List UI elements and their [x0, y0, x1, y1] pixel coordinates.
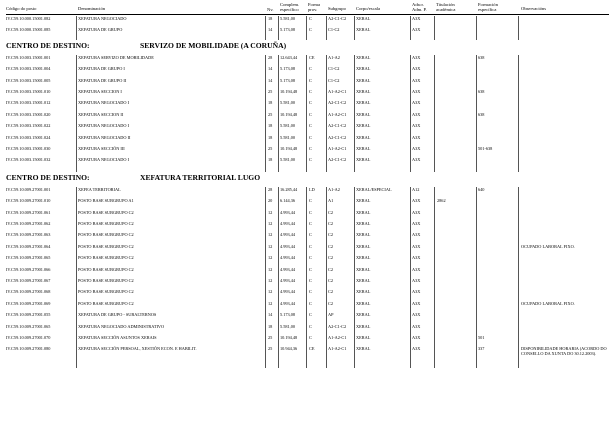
- cell-code: IV.C59.10.009.27001.068: [6, 289, 51, 295]
- cell-level: 28: [268, 186, 273, 192]
- cell-comp: 4.993,44: [280, 209, 296, 215]
- cell-comp: 4.993,44: [280, 255, 296, 261]
- cell-name: XEFATURA NEGOCIADO I: [78, 157, 130, 163]
- cell-comp: 10.194,48: [280, 335, 298, 340]
- cell-name: POSTO BASE SUBGRUPO C2: [78, 232, 134, 238]
- header-tit-1: Titulación: [436, 2, 455, 7]
- cell-adsc: A3X: [412, 77, 421, 83]
- cell-code: IV.C59.10.009.27001.069: [6, 300, 51, 306]
- cell-corps: XERAL: [356, 346, 371, 352]
- cell-name: XEFATURA SECCIÓN III: [78, 146, 125, 151]
- cell-level: 14: [268, 27, 273, 33]
- cell-form: C: [309, 243, 312, 249]
- cell-adsc: A3X: [412, 89, 421, 94]
- cell-group: A1-A2-C1: [328, 335, 347, 340]
- header-obs: Observacións: [521, 6, 547, 11]
- cell-form: C: [309, 123, 312, 129]
- cell-code: IV.C59.10.003.15001.024: [6, 134, 51, 140]
- cell-tit: 2862: [437, 198, 446, 204]
- header-group: Subgrupo: [328, 6, 346, 11]
- table-row: [0, 89, 615, 98]
- cell-corps: XERAL/ESPECIAL: [356, 186, 392, 192]
- cell-group: A1-A2-C1: [328, 89, 347, 94]
- cell-form: C: [309, 232, 312, 238]
- cell-level: 14: [268, 312, 273, 318]
- cell-code: IV.C59.10.009.27001.070: [6, 335, 51, 340]
- cell-group: A1-A2: [328, 54, 340, 60]
- cell-corps: XERAL: [356, 209, 371, 215]
- table-row: [0, 78, 615, 87]
- cell-name: XEFATURA DE GRUPO - SUBALTERNOS: [78, 312, 157, 318]
- cell-name: XEFATURA SECCION II: [78, 111, 124, 117]
- cell-code: IV.C59.10.003.15001.012: [6, 100, 51, 106]
- cell-name: POSTO BASE SUBGRUPO C2: [78, 278, 134, 283]
- cell-group: C2: [328, 232, 334, 238]
- cell-corps: XERAL: [356, 312, 371, 318]
- cell-corps: XERAL: [356, 289, 371, 295]
- header-fe-2: específica: [478, 7, 497, 12]
- cell-level: 25: [268, 89, 273, 94]
- cell-adsc: A3X: [412, 111, 421, 117]
- cell-code: IV.C59.10.003.15001.001: [6, 54, 51, 60]
- cell-comp: 5.581,00: [280, 323, 296, 329]
- cell-adsc: A3X: [412, 54, 421, 60]
- cell-level: 12: [268, 209, 273, 215]
- cell-code: IV.C59.10.003.15001.030: [6, 146, 51, 151]
- cell-group: A1-A2-C1: [328, 346, 347, 352]
- cell-obs: DISPONIBILIDADE HORARIA (ACORDO DO CONSELLO DA XUNTA DO 30.12.2003).: [521, 346, 607, 356]
- table-row: [0, 244, 615, 253]
- cell-name: POSTO BASE SUBGRUPO C2: [78, 255, 134, 261]
- cell-code: IV.C59.10.000.15001.082: [6, 16, 51, 21]
- cell-code: IV.C59.10.009.27001.065: [6, 323, 51, 329]
- table-row: [0, 221, 615, 230]
- cell-comp: 5.581,00: [280, 134, 296, 140]
- section-name: XEFATURA TERRITORIAL LUGO: [140, 172, 261, 182]
- cell-adsc: A3X: [412, 232, 421, 238]
- cell-comp: 4.993,44: [280, 289, 296, 295]
- cell-name: XEFATURA DE GRUPO II: [78, 77, 127, 83]
- cell-form: C: [309, 146, 312, 151]
- cell-name: POSTO BASE SUBGRUPO C2: [78, 243, 134, 249]
- table-row: [0, 278, 615, 287]
- cell-adsc: A3X: [412, 134, 421, 140]
- cell-corps: XERAL: [356, 111, 371, 117]
- cell-level: 12: [268, 232, 273, 238]
- cell-code: IV.C59.10.003.15001.010: [6, 89, 51, 94]
- header-adsc-1: Adscr.: [412, 2, 424, 7]
- cell-level: 18: [268, 157, 273, 163]
- cell-level: 12: [268, 221, 273, 226]
- header-tit-2: académica: [436, 7, 456, 12]
- cell-form: C: [309, 134, 312, 140]
- cell-adsc: A3X: [412, 123, 421, 129]
- cell-corps: XERAL: [356, 278, 371, 283]
- cell-form: C: [309, 312, 312, 318]
- cell-adsc: A3X: [412, 255, 421, 261]
- cell-name: POSTO BASE SUBGRUPO C2: [78, 289, 134, 295]
- table-row: [0, 301, 615, 310]
- cell-code: IV.C59.10.009.27001.080: [6, 346, 51, 352]
- cell-form: C: [309, 77, 312, 83]
- cell-form: C: [309, 255, 312, 261]
- cell-code: IV.C59.10.009.27001.062: [6, 221, 51, 226]
- cell-level: 25: [268, 335, 273, 340]
- cell-fe: 638: [478, 111, 485, 117]
- cell-comp: 10.194,48: [280, 111, 298, 117]
- header-form-1: Forma: [308, 2, 320, 7]
- cell-code: IV.C59.10.003.15001.020: [6, 111, 51, 117]
- cell-form: C: [309, 335, 312, 340]
- cell-corps: XERAL: [356, 27, 371, 33]
- cell-group: A1-A2: [328, 186, 340, 192]
- cell-name: XEFATURA SECCION I: [78, 89, 122, 94]
- cell-group: A1: [328, 198, 334, 204]
- cell-level: 14: [268, 66, 273, 72]
- cell-form: C: [309, 27, 312, 33]
- cell-comp: 4.993,44: [280, 300, 296, 306]
- cell-form: C: [309, 323, 312, 329]
- header-level: Nv.: [267, 7, 274, 12]
- cell-corps: XERAL: [356, 16, 371, 21]
- cell-name: POSTO BASE SUBGRUPO C2: [78, 300, 134, 306]
- table-row: [0, 255, 615, 264]
- table-row: [0, 335, 615, 344]
- cell-group: C2: [328, 255, 334, 261]
- cell-form: C: [309, 89, 312, 94]
- cell-obs: OCUPADO LABORAL FIXO.: [521, 243, 575, 249]
- cell-comp: 6.144,36: [280, 198, 296, 204]
- cell-comp: 16.285,44: [280, 186, 298, 192]
- cell-group: A2-C1-C2: [328, 134, 347, 140]
- cell-adsc: A3X: [412, 16, 421, 21]
- cell-corps: XERAL: [356, 300, 371, 306]
- cell-comp: 4.993,44: [280, 232, 296, 238]
- cell-comp: 5.173,08: [280, 77, 296, 83]
- cell-level: 18: [268, 134, 273, 140]
- cell-form: C: [309, 266, 312, 272]
- table-row: [0, 267, 615, 276]
- cell-corps: XERAL: [356, 146, 371, 151]
- cell-adsc: A3X: [412, 335, 421, 340]
- cell-level: 12: [268, 243, 273, 249]
- table-row: [0, 100, 615, 109]
- cell-adsc: A3X: [412, 27, 421, 33]
- cell-fe: 337: [478, 346, 485, 352]
- cell-code: IV.C59.10.003.15001.005: [6, 77, 51, 83]
- header-comp-2: específico: [280, 7, 299, 12]
- cell-level: 14: [268, 77, 273, 83]
- cell-adsc: A3X: [412, 300, 421, 306]
- cell-corps: XERAL: [356, 77, 371, 83]
- cell-corps: XERAL: [356, 89, 371, 94]
- cell-code: IV.C59.10.003.15001.022: [6, 123, 51, 129]
- cell-group: A1-A2-C1: [328, 111, 347, 117]
- cell-group: A2-C1-C2: [328, 157, 347, 163]
- cell-level: 18: [268, 323, 273, 329]
- cell-code: IV.C59.10.009.27001.001: [6, 186, 51, 192]
- section-label: CENTRO DE DESTINO:: [6, 40, 90, 50]
- cell-fe: 638: [478, 54, 485, 60]
- cell-fe: 501-638: [478, 146, 493, 151]
- cell-form: C: [309, 278, 312, 283]
- cell-comp: 5.173,08: [280, 312, 296, 318]
- cell-level: 12: [268, 278, 273, 283]
- cell-form: C: [309, 66, 312, 72]
- cell-adsc: A3X: [412, 66, 421, 72]
- cell-comp: 5.581,00: [280, 16, 296, 21]
- section-label: CENTRO DE DESTINO:: [6, 172, 90, 182]
- table-row: [0, 232, 615, 241]
- cell-comp: 5.173,08: [280, 27, 296, 33]
- cell-code: IV.C59.10.009.27001.067: [6, 278, 51, 283]
- table-row: [0, 112, 615, 121]
- cell-comp: 12.643,44: [280, 54, 298, 60]
- cell-comp: 5.581,00: [280, 157, 296, 163]
- cell-code: IV.C59.10.009.27001.066: [6, 266, 51, 272]
- header-form-2: prov.: [308, 7, 318, 12]
- cell-level: 25: [268, 346, 273, 352]
- cell-name: XEFATURA NEGOCIADO I: [78, 100, 130, 106]
- cell-code: IV.C59.10.003.15001.032: [6, 157, 51, 163]
- cell-code: IV.C59.10.009.27001.065: [6, 255, 51, 261]
- cell-fe: 501: [478, 335, 485, 340]
- cell-group: C2: [328, 221, 334, 226]
- table-row: [0, 27, 615, 36]
- table-row: [0, 55, 615, 64]
- cell-adsc: A3X: [412, 157, 421, 163]
- cell-comp: 4.993,44: [280, 266, 296, 272]
- header-comp-1: Complem.: [280, 2, 300, 7]
- cell-group: C2: [328, 266, 334, 272]
- cell-name: XEFATURA NEGOCIADO: [78, 16, 127, 21]
- cell-obs: OCUPADO LABORAL FIXO.: [521, 300, 575, 306]
- cell-adsc: A3X: [412, 146, 421, 151]
- header-fe-1: Formación: [478, 2, 498, 7]
- cell-comp: 4.993,44: [280, 221, 296, 226]
- cell-adsc: A3X: [412, 278, 421, 283]
- cell-code: IV.C59.10.009.27001.010: [6, 198, 51, 204]
- cell-fe: 638: [478, 89, 485, 94]
- header-adsc-2: Adm. P.: [412, 7, 427, 12]
- cell-code: IV.C59.10.009.27001.064: [6, 243, 51, 249]
- cell-fe: 640: [478, 186, 485, 192]
- cell-level: 12: [268, 255, 273, 261]
- cell-name: XEFEA TERRITORIAL: [78, 186, 121, 192]
- cell-corps: XERAL: [356, 266, 371, 272]
- cell-name: XEFATURA NEGOCIADO I: [78, 123, 130, 129]
- cell-level: 28: [268, 54, 273, 60]
- cell-form: CE: [309, 346, 315, 352]
- table-row: [0, 157, 615, 166]
- cell-group: C2: [328, 243, 334, 249]
- cell-form: C: [309, 157, 312, 163]
- cell-corps: XERAL: [356, 123, 371, 129]
- header-corps: Corpo/escala: [356, 6, 380, 11]
- cell-adsc: A3X: [412, 346, 421, 352]
- cell-form: C: [309, 289, 312, 295]
- cell-adsc: A12: [412, 186, 420, 192]
- cell-adsc: A3X: [412, 221, 421, 226]
- cell-comp: 4.993,44: [280, 278, 296, 283]
- cell-name: XEFATURA NEGOCIADO ADMINISTRATIVO: [78, 323, 165, 329]
- table-row: [0, 16, 615, 25]
- cell-name: POSTO BASE SUBGRUPO A1: [78, 198, 134, 204]
- table-row: [0, 123, 615, 132]
- cell-comp: 5.581,00: [280, 100, 296, 106]
- cell-code: IV.C59.10.000.15001.085: [6, 27, 51, 33]
- cell-corps: XERAL: [356, 66, 371, 72]
- table-row: [0, 198, 615, 207]
- cell-group: C1-C2: [328, 27, 340, 33]
- cell-comp: 5.173,08: [280, 66, 296, 72]
- cell-level: 12: [268, 289, 273, 295]
- cell-group: C2: [328, 300, 334, 306]
- cell-name: XEFATURA SECCIÓN PERSOAL, XESTIÓN ECON. E HABILIT.: [78, 346, 197, 352]
- cell-corps: XERAL: [356, 157, 371, 163]
- cell-adsc: A3X: [412, 100, 421, 106]
- table-row: [0, 146, 615, 155]
- cell-level: 18: [268, 123, 273, 129]
- table-row: [0, 346, 615, 355]
- cell-corps: XERAL: [356, 243, 371, 249]
- cell-group: C2: [328, 209, 334, 215]
- cell-corps: XERAL: [356, 134, 371, 140]
- cell-level: 25: [268, 111, 273, 117]
- cell-name: XEFATURA SERVIZO DE MOBILIDADE: [78, 54, 154, 60]
- table-row: [0, 324, 615, 333]
- cell-corps: XERAL: [356, 221, 371, 226]
- cell-comp: 4.993,44: [280, 243, 296, 249]
- cell-corps: XERAL: [356, 54, 371, 60]
- cell-level: 20: [268, 198, 273, 204]
- cell-name: XEFATURA DE GRUPO I: [78, 66, 125, 72]
- cell-adsc: A3X: [412, 266, 421, 272]
- cell-name: POSTO BASE SUBGRUPO C2: [78, 209, 134, 215]
- table-row: [0, 135, 615, 144]
- cell-level: 18: [268, 16, 273, 21]
- cell-adsc: A3X: [412, 312, 421, 318]
- cell-level: 18: [268, 100, 273, 106]
- cell-group: C2: [328, 278, 334, 283]
- table-row: [0, 289, 615, 298]
- cell-form: C: [309, 111, 312, 117]
- cell-group: A2-C1-C2: [328, 123, 347, 129]
- cell-name: XEFATURA SECCIÓN ASUNTOS XERAIS: [78, 335, 157, 340]
- cell-form: CE: [309, 54, 315, 60]
- cell-form: LD: [309, 186, 315, 192]
- cell-code: IV.C59.10.009.27001.061: [6, 209, 51, 215]
- header-code: Código do posto: [6, 6, 37, 11]
- cell-comp: 10.944,36: [280, 346, 298, 352]
- table-row: [0, 312, 615, 321]
- cell-corps: XERAL: [356, 232, 371, 238]
- cell-adsc: A3X: [412, 209, 421, 215]
- cell-comp: 10.194,48: [280, 146, 298, 151]
- cell-adsc: A3X: [412, 198, 421, 204]
- cell-form: C: [309, 16, 312, 21]
- cell-level: 25: [268, 146, 273, 151]
- cell-name: POSTO BASE SUBGRUPO C2: [78, 266, 134, 272]
- cell-form: C: [309, 300, 312, 306]
- cell-corps: XERAL: [356, 100, 371, 106]
- cell-form: C: [309, 100, 312, 106]
- header-name: Denominación: [78, 6, 106, 11]
- cell-group: C2: [328, 289, 334, 295]
- cell-name: POSTO BASE SUBGRUPO C2: [78, 221, 134, 226]
- cell-group: A2-C1-C2: [328, 100, 347, 106]
- cell-level: 12: [268, 300, 273, 306]
- table-row: [0, 66, 615, 75]
- cell-group: C1-C2: [328, 77, 340, 83]
- cell-group: A1-A2-C1: [328, 146, 347, 151]
- cell-adsc: A3X: [412, 243, 421, 249]
- cell-group: A2-C1-C2: [328, 323, 347, 329]
- cell-code: IV.C59.10.009.27001.055: [6, 312, 51, 318]
- cell-adsc: A3X: [412, 323, 421, 329]
- cell-adsc: A3X: [412, 289, 421, 295]
- cell-form: C: [309, 198, 312, 204]
- cell-code: IV.C59.10.009.27001.063: [6, 232, 51, 238]
- cell-corps: XERAL: [356, 198, 371, 204]
- cell-group: AP: [328, 312, 334, 318]
- cell-name: XEFATURA DE GRUPO: [78, 27, 123, 33]
- cell-corps: XERAL: [356, 323, 371, 329]
- header-rule: [6, 14, 609, 15]
- cell-form: C: [309, 221, 312, 226]
- cell-group: C1-C2: [328, 66, 340, 72]
- cell-name: XEFATURA NEGOCIADO II: [78, 134, 131, 140]
- cell-form: C: [309, 209, 312, 215]
- table-row: [0, 210, 615, 219]
- cell-comp: 5.581,00: [280, 123, 296, 129]
- cell-corps: XERAL: [356, 335, 371, 340]
- cell-level: 12: [268, 266, 273, 272]
- cell-corps: XERAL: [356, 255, 371, 261]
- section-name: SERVIZO DE MOBILIDADE (A CORUÑA): [140, 40, 287, 50]
- cell-group: A2-C1-C2: [328, 16, 347, 21]
- cell-comp: 10.194,48: [280, 89, 298, 94]
- table-row: [0, 187, 615, 196]
- cell-code: IV.C59.10.003.15001.004: [6, 66, 51, 72]
